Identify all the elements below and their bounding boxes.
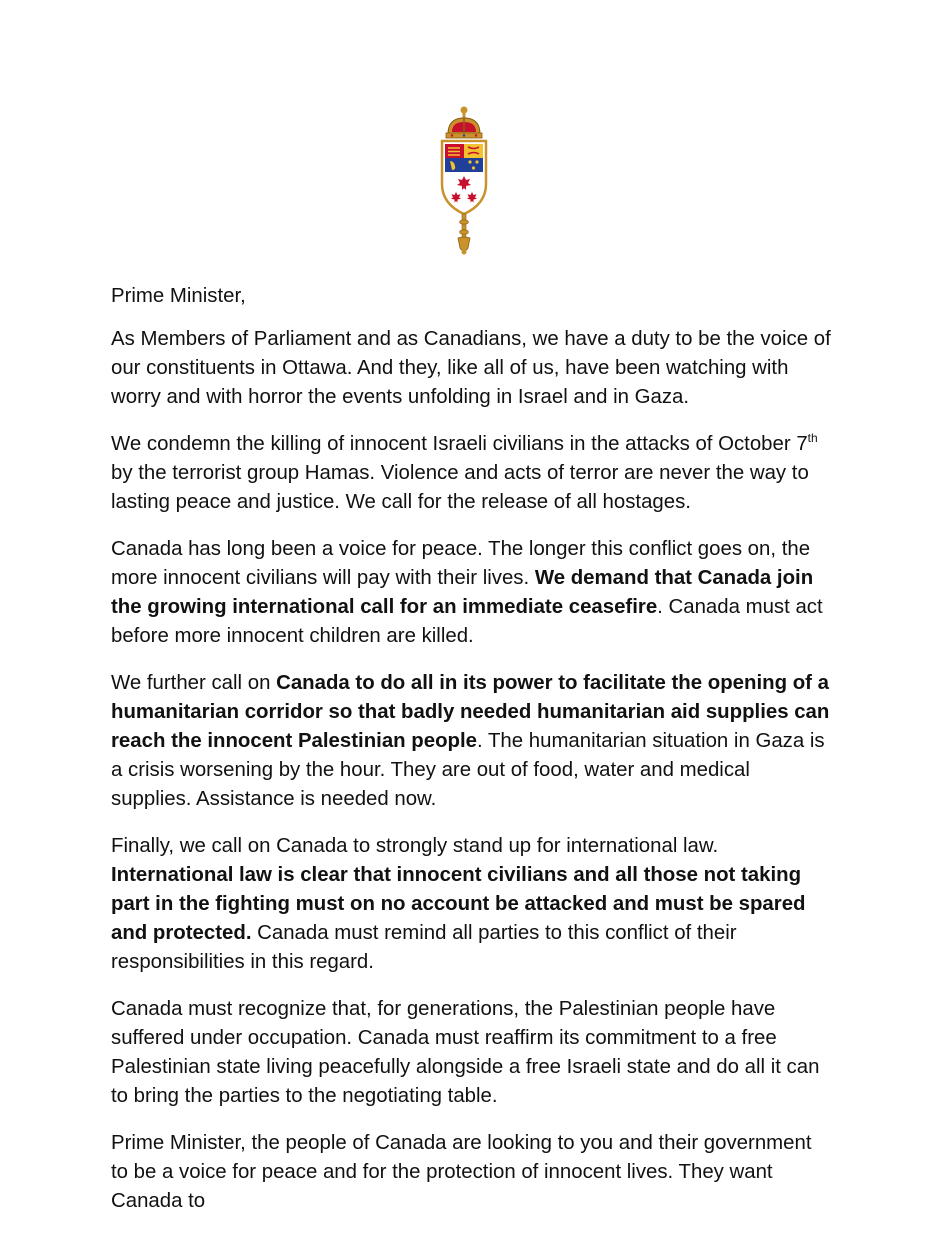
paragraph-3-bold: We demand that Canada join the growing international call for an immediate ceasefire [111, 567, 814, 618]
paragraph-6: Canada must recognize that, for generations, the Palestinian people have suffered under occupation. Canada must reaffirm its commitment to a free Palestinian state living peacefully alongside a free Israeli state and do all it can to bring the parties to the negotiating table. [111, 998, 820, 1107]
paragraph-1: As Members of Parliament and as Canadians, we have a duty to be the voice of our constituents in Ottawa. And they, like all of us, have been watching with worry and with horror the events unfolding in Israel and in Gaza. [111, 328, 831, 408]
ordinal-suffix: th [807, 431, 818, 446]
paragraph-2-text-b: by the terrorist group Hamas. Violence and acts of terror are never the way to lasting peace and justice. We call for the release of all hostages. [111, 462, 809, 513]
paragraph-4-bold: Canada to do all in its power to facilitate the opening of a humanitarian corridor so that badly needed humanitarian aid supplies can reach the innocent Palestinian people [111, 672, 830, 752]
letter-body [111, 282, 831, 1234]
salutation: Prime Minister, [111, 285, 246, 307]
paragraph-2 [111, 430, 831, 517]
paragraph-7: Prime Minister, the people of Canada are looking to you and their government to be a voice for peace and for the protection of innocent lives. They want Canada to [111, 1132, 812, 1212]
paragraph-5-text-a: Finally, we call on Canada to strongly stand up for international law. [111, 835, 719, 857]
paragraph-5-text-b: Canada must remind all parties to this conflict of their responsibilities in this regard. [111, 922, 737, 973]
paragraph-4-text-a: We further call on [111, 672, 277, 694]
paragraph-5 [111, 832, 831, 977]
paragraph-3-text-b: . Canada must act before more innocent children are killed. [111, 596, 823, 647]
paragraph-5-bold: International law is clear that innocent civilians and all those not taking part in the fighting must on no account be attacked and must be spared and protected. [111, 864, 806, 944]
paragraph-4 [111, 669, 831, 814]
paragraph-3 [111, 535, 831, 651]
parliament-emblem-icon [434, 104, 494, 256]
paragraph-3-text-a: Canada has long been a voice for peace. The longer this conflict goes on, the more innocent civilians will pay with their lives. [111, 538, 811, 589]
paragraph-4-text-b: . The humanitarian situation in Gaza is a crisis worsening by the hour. They are out of food, water and medical supplies. Assistance is needed now. [111, 730, 825, 810]
paragraph-2-text-a: We condemn the killing of innocent Israeli civilians in the attacks of October 7 [111, 433, 808, 455]
